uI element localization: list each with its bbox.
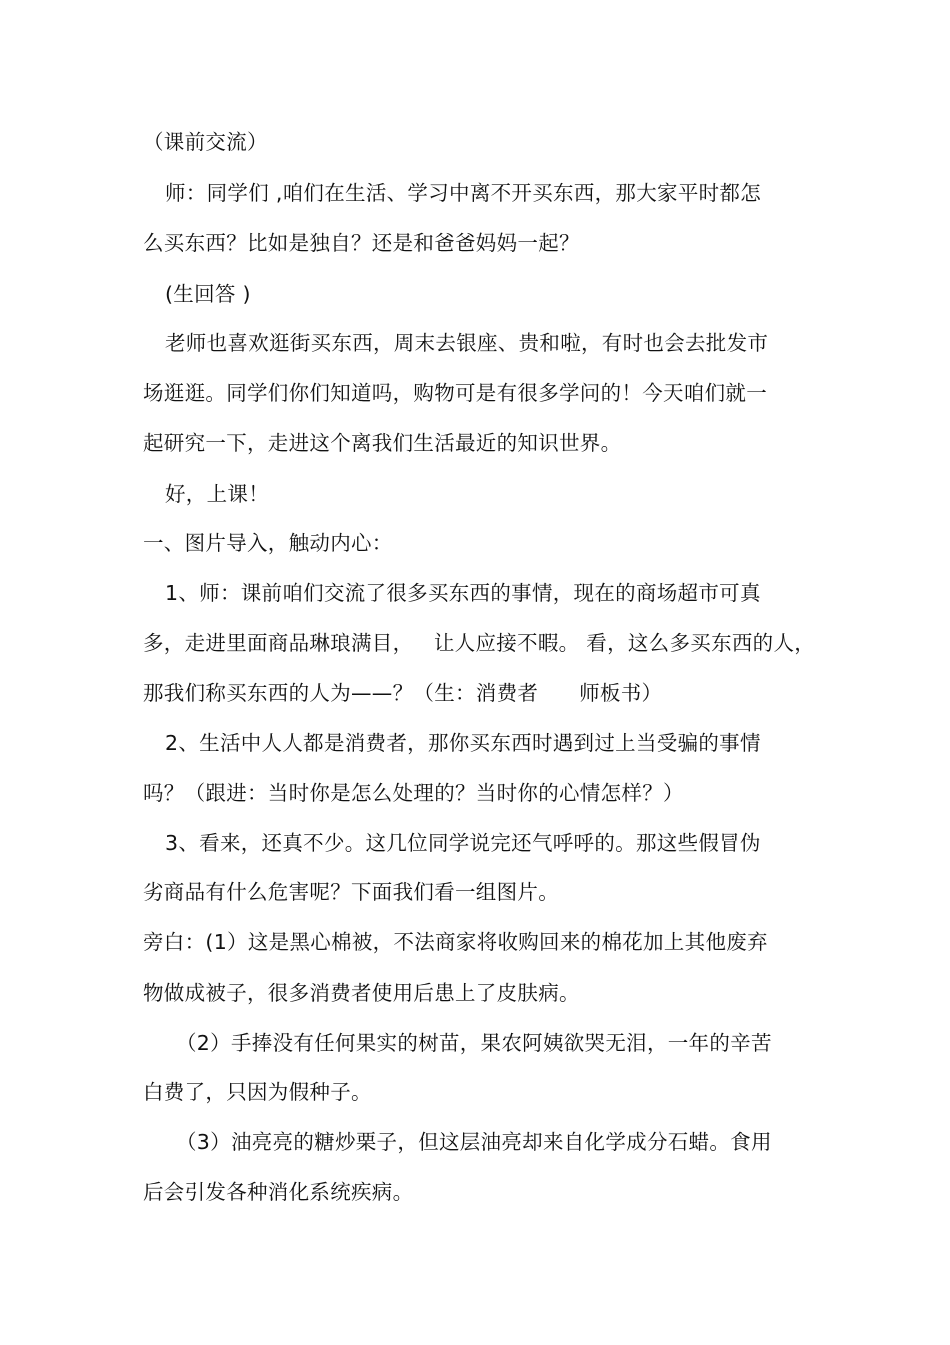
paragraph-line: 起研究一下，走进这个离我们生活最近的知识世界。 [143,431,622,455]
paragraph-line: 师：同学们 ,咱们在生活、学习中离不开买东西，那大家平时都怎 [165,181,762,205]
section-label-pre-class: （课前交流） [143,130,268,154]
paragraph-line: （2）手捧没有任何果实的树苗，果农阿姨欲哭无泪，一年的辛苦 [176,1031,772,1055]
paragraph-line: 2、生活中人人都是消费者，那你买东西时遇到过上当受骗的事情 [165,731,761,755]
paragraph-line: （3）油亮亮的糖炒栗子，但这层油亮却来自化学成分石蜡。食用 [176,1130,772,1154]
paragraph-line: 场逛逛。同学们你们知道吗，购物可是有很多学问的！今天咱们就一 [143,381,767,405]
paragraph-line: 吗？（跟进：当时你是怎么处理的？当时你的心情怎样？） [143,781,684,805]
paragraph-line: 3、看来，还真不少。这几位同学说完还气呼呼的。那这些假冒伪 [165,831,761,855]
paragraph-line: 多，走进里面商品琳琅满目， 让人应接不暇。 看，这么多买东西的人， [143,631,816,655]
paragraph-line: 那我们称买东西的人为——？（生：消费者 师板书） [143,681,663,705]
paragraph-line: 旁白：(1）这是黑心棉被，不法商家将收购回来的棉花加上其他废弃 [143,930,768,954]
paragraph-line: 1、师：课前咱们交流了很多买东西的事情，现在的商场超市可真 [165,581,761,605]
paragraph-line: 白费了，只因为假种子。 [143,1080,372,1104]
paragraph-line: 么买东西？比如是独自？还是和爸爸妈妈一起？ [143,231,580,255]
paragraph-line: 劣商品有什么危害呢？下面我们看一组图片。 [143,880,559,904]
paragraph-line: 老师也喜欢逛街买东西，周末去银座、贵和啦，有时也会去批发市 [165,331,769,355]
section-heading: 一、图片导入，触动内心： [143,531,393,555]
paragraph-line: 后会引发各种消化系统疾病。 [143,1180,414,1204]
paragraph-line: 物做成被子，很多消费者使用后患上了皮肤病。 [143,981,580,1005]
paragraph-line: 好，上课！ [165,482,269,506]
paragraph-line: (生回答 ) [165,282,251,306]
